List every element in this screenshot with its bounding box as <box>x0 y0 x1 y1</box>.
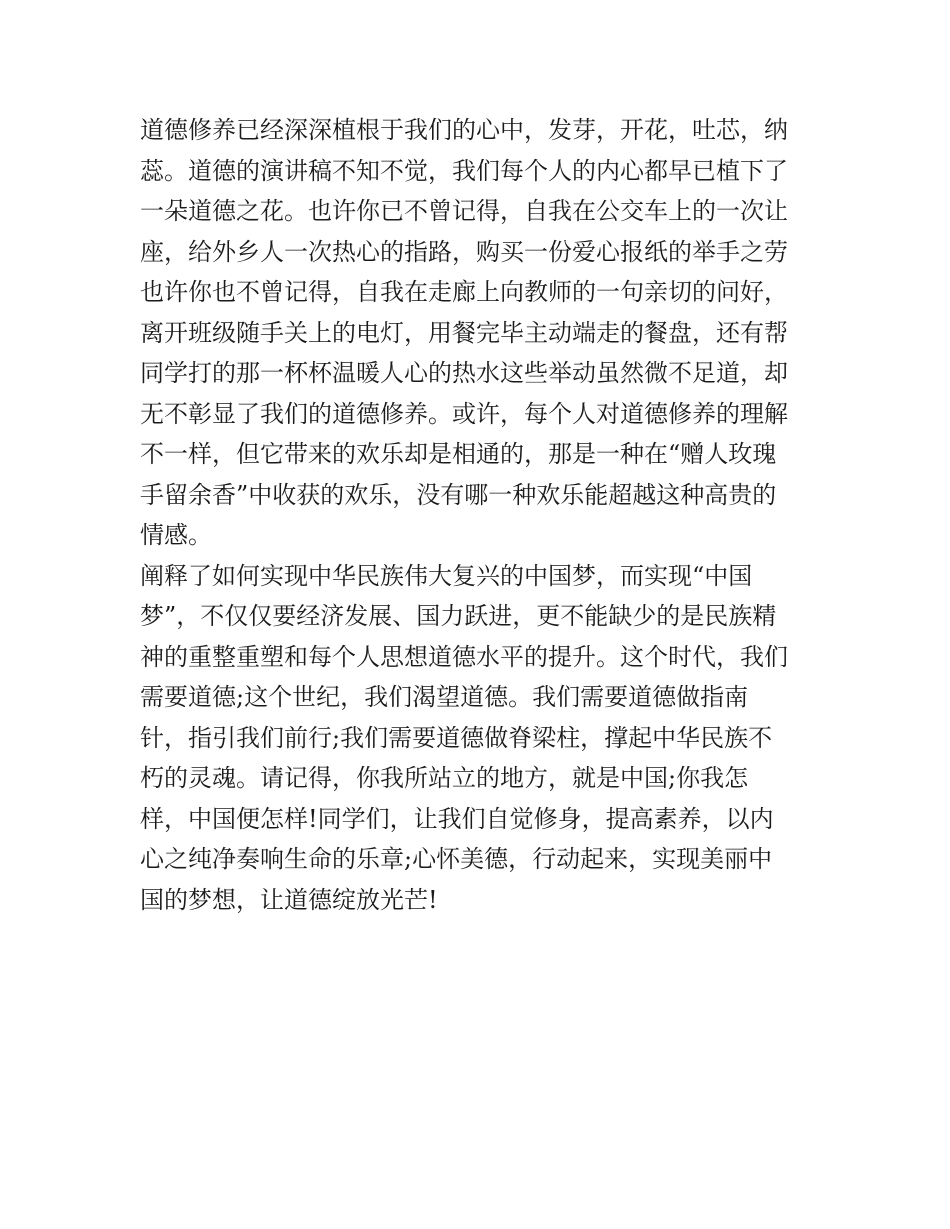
paragraph-2 <box>140 556 820 921</box>
text-line: 朽的灵魂。请记得，你我所站立的地方，就是中国;你我怎 <box>140 764 749 792</box>
text-line: 样，中国便怎样!同学们，让我们自觉修身，提高素养，以内 <box>140 804 774 833</box>
text-line: 离开班级随手关上的电灯，用餐完毕主动端走的餐盘，还有帮 <box>140 318 788 347</box>
text-line: 也许你也不曾记得，自我在走廊上向教师的一句亲切的问好， <box>140 278 788 306</box>
text-line: 需要道德;这个世纪，我们渴望道德。我们需要道德做指南 <box>140 683 749 711</box>
text-line: 神的重整重塑和每个人思想道德水平的提升。这个时代，我们 <box>140 642 788 671</box>
text-line: 阐释了如何实现中华民族伟大复兴的中国梦，而实现“中国 <box>140 561 753 590</box>
text-line: 一朵道德之花。也许你已不曾记得，自我在公交车上的一次让 <box>140 197 788 225</box>
text-line: 无不彰显了我们的道德修养。或许，每个人对道德修养的理解 <box>140 399 788 428</box>
text-line: 蕊。道德的演讲稿不知不觉，我们每个人的内心都早已植下了 <box>140 156 788 185</box>
text-line: 手留余香”中收获的欢乐，没有哪一种欢乐能超越这种高贵的 <box>140 480 777 509</box>
text-line: 梦”，不仅仅要经济发展、国力跃进，更不能缺少的是民族精 <box>140 602 777 630</box>
text-line: 针，指引我们前行;我们需要道德做脊梁柱，撑起中华民族不 <box>140 723 773 752</box>
text-line: 情感。 <box>140 521 212 549</box>
text-line: 座，给外乡人一次热心的指路，购买一份爱心报纸的举手之劳 <box>140 237 788 266</box>
text-line: 不一样，但它带来的欢乐却是相通的，那是一种在“赠人玫瑰 <box>140 440 777 468</box>
text-line: 国的梦想，让道德绽放光芒! <box>140 885 438 914</box>
text-line: 道德修养已经深深植根于我们的心中，发芽，开花，吐芯，纳 <box>140 116 788 144</box>
paragraph-1 <box>140 110 820 556</box>
document-body <box>140 110 820 920</box>
text-line: 心之纯净奏响生命的乐章;心怀美德，行动起来，实现美丽中 <box>140 845 773 873</box>
text-line: 同学打的那一杯杯温暖人心的热水这些举动虽然微不足道，却 <box>140 359 788 387</box>
